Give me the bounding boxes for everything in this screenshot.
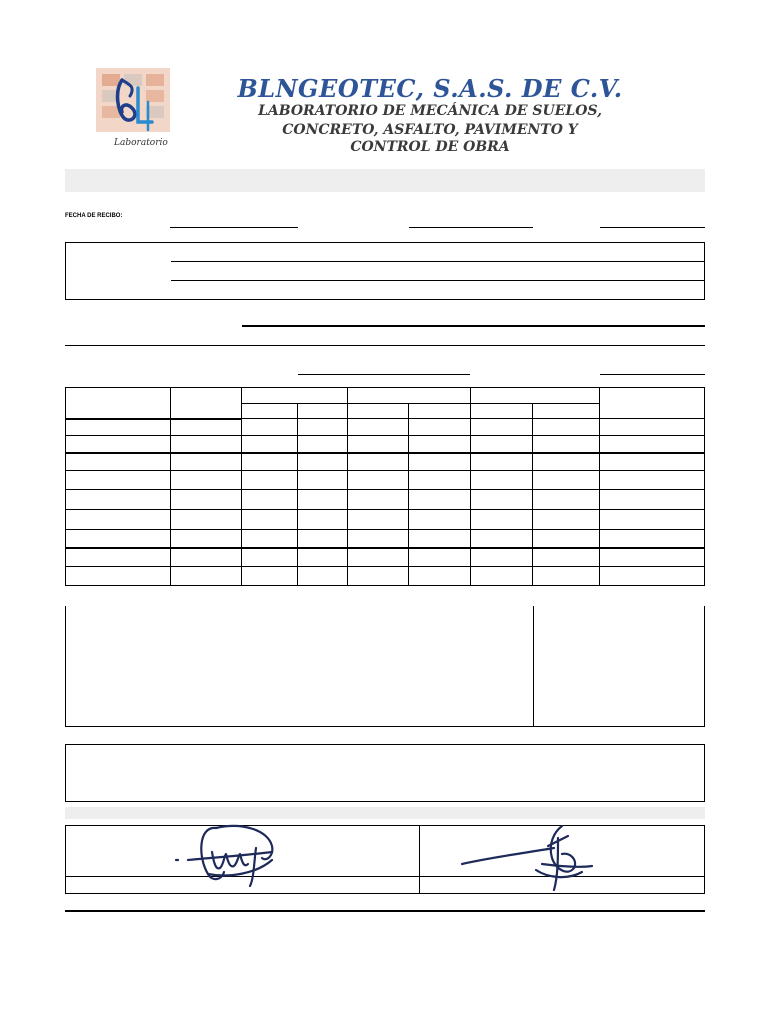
signature-icon xyxy=(458,818,598,894)
remarks-box[interactable] xyxy=(65,744,705,802)
field-line[interactable] xyxy=(242,325,705,327)
subtitle-line-3: CONTROL DE OBRA xyxy=(350,139,510,155)
table-header-row xyxy=(66,388,705,404)
field-line[interactable] xyxy=(298,374,470,375)
table-row[interactable] xyxy=(66,419,705,436)
logo-caption: Laboratorio xyxy=(114,138,168,148)
field-line[interactable] xyxy=(409,227,533,228)
table-row[interactable] xyxy=(66,548,705,567)
table-row[interactable] xyxy=(66,471,705,490)
form-title-band xyxy=(65,169,705,192)
table-row[interactable] xyxy=(66,530,705,548)
signature-title-band xyxy=(65,807,705,819)
notes-box[interactable] xyxy=(533,606,705,727)
results-table xyxy=(65,387,705,586)
signature-icon xyxy=(168,818,288,892)
signature-divider xyxy=(419,826,420,893)
table-row[interactable] xyxy=(66,567,705,586)
info-box xyxy=(65,242,705,300)
table-row[interactable] xyxy=(66,453,705,471)
signature-box xyxy=(65,825,705,894)
divider xyxy=(65,345,705,346)
info-line[interactable] xyxy=(171,280,704,281)
table-row[interactable] xyxy=(66,436,705,453)
company-logo xyxy=(92,66,174,154)
signature-baseline xyxy=(66,876,704,877)
field-line[interactable] xyxy=(600,374,705,375)
subtitle-line-1: LABORATORIO DE MECÁNICA DE SUELOS, xyxy=(258,103,602,119)
reception-date-field[interactable] xyxy=(170,227,298,228)
company-name: BLNGEOTEC, S.A.S. DE C.V. xyxy=(237,74,623,103)
footer-divider xyxy=(65,910,705,912)
observations-box[interactable] xyxy=(65,606,534,727)
info-line[interactable] xyxy=(171,261,704,262)
reception-date-label: FECHA DE RECIBO: xyxy=(65,213,123,219)
subtitle-line-2: CONCRETO, ASFALTO, PAVIMENTO Y xyxy=(282,122,578,138)
table-row[interactable] xyxy=(66,490,705,510)
table-row[interactable] xyxy=(66,510,705,530)
field-line[interactable] xyxy=(600,227,705,228)
